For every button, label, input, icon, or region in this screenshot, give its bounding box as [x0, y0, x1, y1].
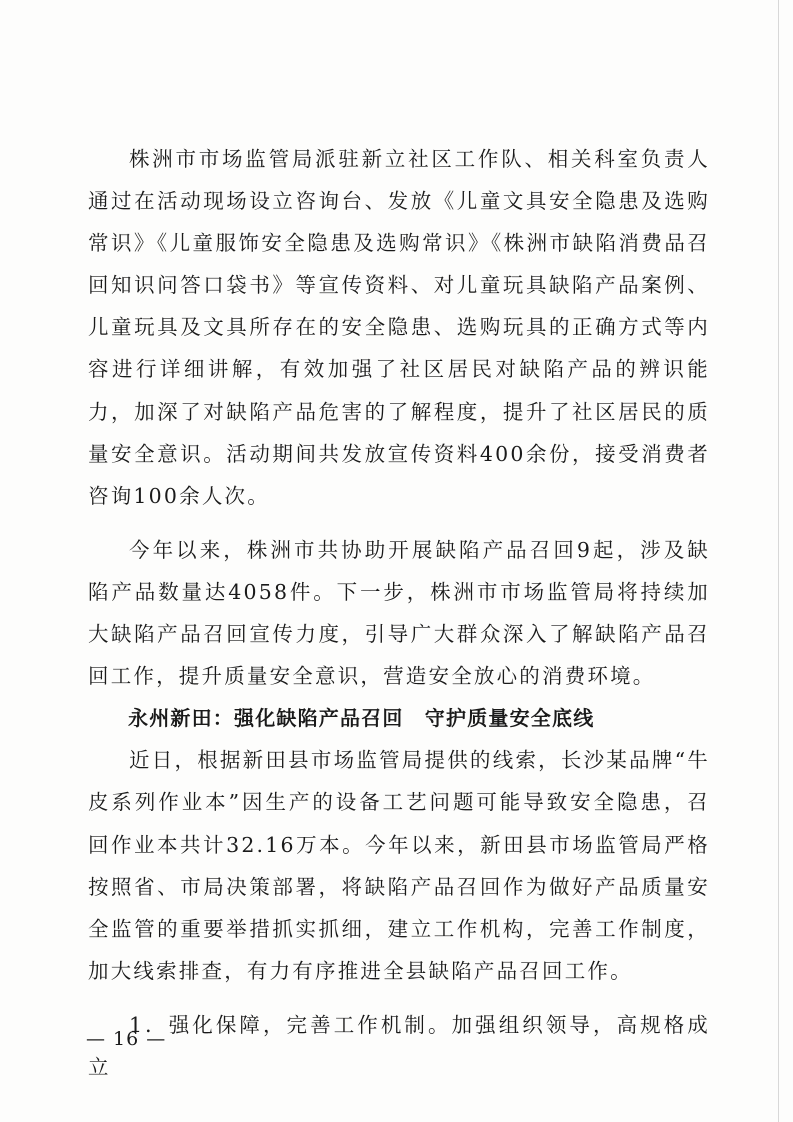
paragraph-spacer [88, 517, 710, 529]
body-paragraph: 1．强化保障，完善工作机制。加强组织领导，高规格成立 [88, 1012, 710, 1079]
page-number: — 16 — [86, 1028, 167, 1050]
body-paragraph: 近日，根据新田县市场监管局提供的线索，长沙某品牌“牛皮系列作业本”因生产的设备工艺问题可能导致安全隐患，召回作业本共计32.16万本。今年以来，新田县市场监管局严格按照省、市局决策部署，将缺陷产品召回作为做好产品质量安全监管的重要举措抓实抓细，建立工作机构，完善工作制度，加大线索排查，有力有序推进全县缺陷产品召回工作。 [88, 748, 710, 983]
section-heading: 永州新田：强化缺陷产品召回 守护质量安全底线 [128, 706, 595, 731]
body-paragraph: 今年以来，株洲市共协助开展缺陷产品召回9起，涉及缺陷产品数量达4058件。下一步，株洲市市场监管局将持续加大缺陷产品召回宣传力度，引导广大群众深入了解缺陷产品召回工作，提升质量安全意识，营造安全放心的消费环境。 [88, 537, 710, 689]
document-body [88, 138, 710, 1088]
page-edge-line [778, 0, 779, 1122]
paragraph-spacer [88, 992, 710, 1004]
body-paragraph: 株洲市市场监管局派驻新立社区工作队、相关科室负责人通过在活动现场设立咨询台、发放《儿童文具安全隐患及选购常识》《儿童服饰安全隐患及选购常识》《株洲市缺陷消费品召回知识问答口袋书》等宣传资料、对儿童玩具缺陷产品案例、儿童玩具及文具所存在的安全隐患、选购玩具的正确方式等内容进行详细讲解，有效加强了社区居民对缺陷产品的辨识能力，加深了对缺陷产品危害的了解程度，提升了社区居民的质量安全意识。活动期间共发放宣传资料400余份，接受消费者咨询100余人次。 [88, 147, 710, 508]
